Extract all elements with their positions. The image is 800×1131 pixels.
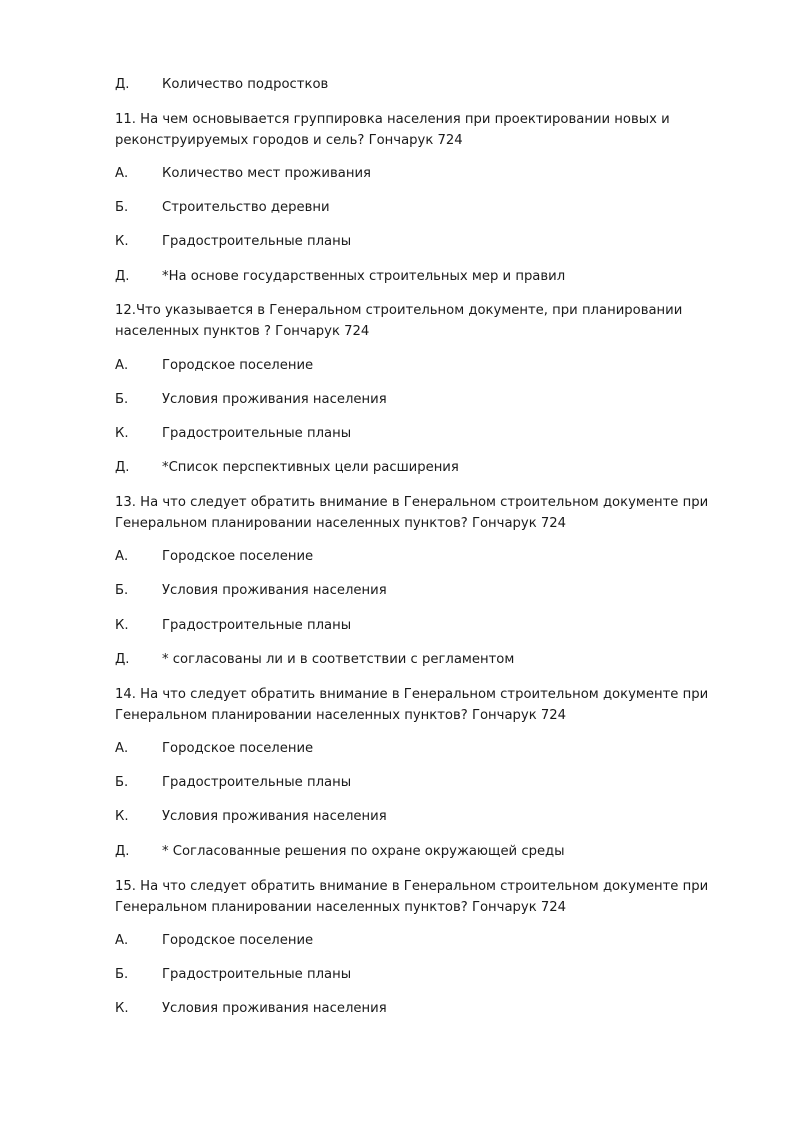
question-text: 11. На чем основывается группировка населения при проектировании новых и реконструируемых городов и сель? Гончарук 724: [115, 112, 670, 148]
option-text: Условия проживания населения: [162, 1001, 387, 1016]
option-letter: Д.: [115, 652, 130, 667]
option-letter: А.: [115, 549, 129, 564]
answer-option-correct: [115, 458, 459, 478]
option-letter: К.: [115, 234, 129, 249]
question-text: 12.Что указывается в Генеральном строительном документе, при планировании населенных пунктов ? Гончарук 724: [115, 303, 683, 339]
option-letter: Б.: [115, 200, 129, 215]
answer-option: [115, 164, 371, 184]
option-letter: А.: [115, 741, 129, 756]
answer-option: [115, 739, 313, 759]
option-text: Градостроительные планы: [162, 775, 352, 790]
option-text: Городское поселение: [162, 741, 314, 756]
option-letter: Б.: [115, 583, 129, 598]
option-letter: К.: [115, 809, 129, 824]
option-letter: Д.: [115, 77, 130, 92]
option-letter: Д.: [115, 844, 130, 859]
answer-option: [115, 807, 387, 827]
option-letter: А.: [115, 933, 129, 948]
option-text: Городское поселение: [162, 933, 314, 948]
answer-option: [115, 198, 330, 218]
answer-option-correct: [115, 650, 514, 670]
option-letter: Д.: [115, 269, 130, 284]
answer-option: [115, 424, 351, 444]
answer-option: [115, 773, 351, 793]
option-text: Количество подростков: [162, 77, 329, 92]
option-letter: Д.: [115, 460, 130, 475]
option-letter: К.: [115, 618, 129, 633]
answer-option: [115, 965, 351, 985]
option-letter: Б.: [115, 392, 129, 407]
option-letter: А.: [115, 166, 129, 181]
option-letter: К.: [115, 1001, 129, 1016]
option-text: * Согласованные решения по охране окружающей среды: [162, 844, 565, 859]
option-letter: Б.: [115, 775, 129, 790]
answer-option: [115, 616, 351, 636]
answer-option: [115, 999, 387, 1019]
answer-option-correct: [115, 267, 565, 287]
option-text: Строительство деревни: [162, 200, 330, 215]
answer-option: [115, 547, 313, 567]
option-letter: К.: [115, 426, 129, 441]
answer-option: [115, 232, 351, 252]
option-text: Условия проживания населения: [162, 809, 387, 824]
option-text: Условия проживания населения: [162, 583, 387, 598]
question-text: 14. На что следует обратить внимание в Генеральном строительном документе при Генеральном планировании населенных пунктов? Гончарук 724: [115, 687, 709, 723]
option-text: Городское поселение: [162, 549, 314, 564]
option-letter: Б.: [115, 967, 129, 982]
option-text: Количество мест проживания: [162, 166, 371, 181]
question-text: 15. На что следует обратить внимание в Генеральном строительном документе при Генеральном планировании населенных пунктов? Гончарук 724: [115, 879, 709, 915]
option-text: *На основе государственных строительных мер и правил: [162, 269, 566, 284]
answer-option-correct: [115, 842, 565, 862]
answer-option: [115, 931, 313, 951]
option-text: Городское поселение: [162, 358, 314, 373]
question-text: 13. На что следует обратить внимание в Генеральном строительном документе при Генеральном планировании населенных пунктов? Гончарук 724: [115, 495, 709, 531]
answer-option: [115, 75, 328, 95]
answer-option: [115, 390, 387, 410]
option-text: Градостроительные планы: [162, 967, 352, 982]
option-text: Градостроительные планы: [162, 618, 352, 633]
option-text: Градостроительные планы: [162, 234, 352, 249]
option-text: Градостроительные планы: [162, 426, 352, 441]
option-text: *Список перспективных цели расширения: [162, 460, 459, 475]
option-text: * согласованы ли и в соответствии с регламентом: [162, 652, 515, 667]
answer-option: [115, 356, 313, 376]
option-text: Условия проживания населения: [162, 392, 387, 407]
option-letter: А.: [115, 358, 129, 373]
answer-option: [115, 581, 387, 601]
